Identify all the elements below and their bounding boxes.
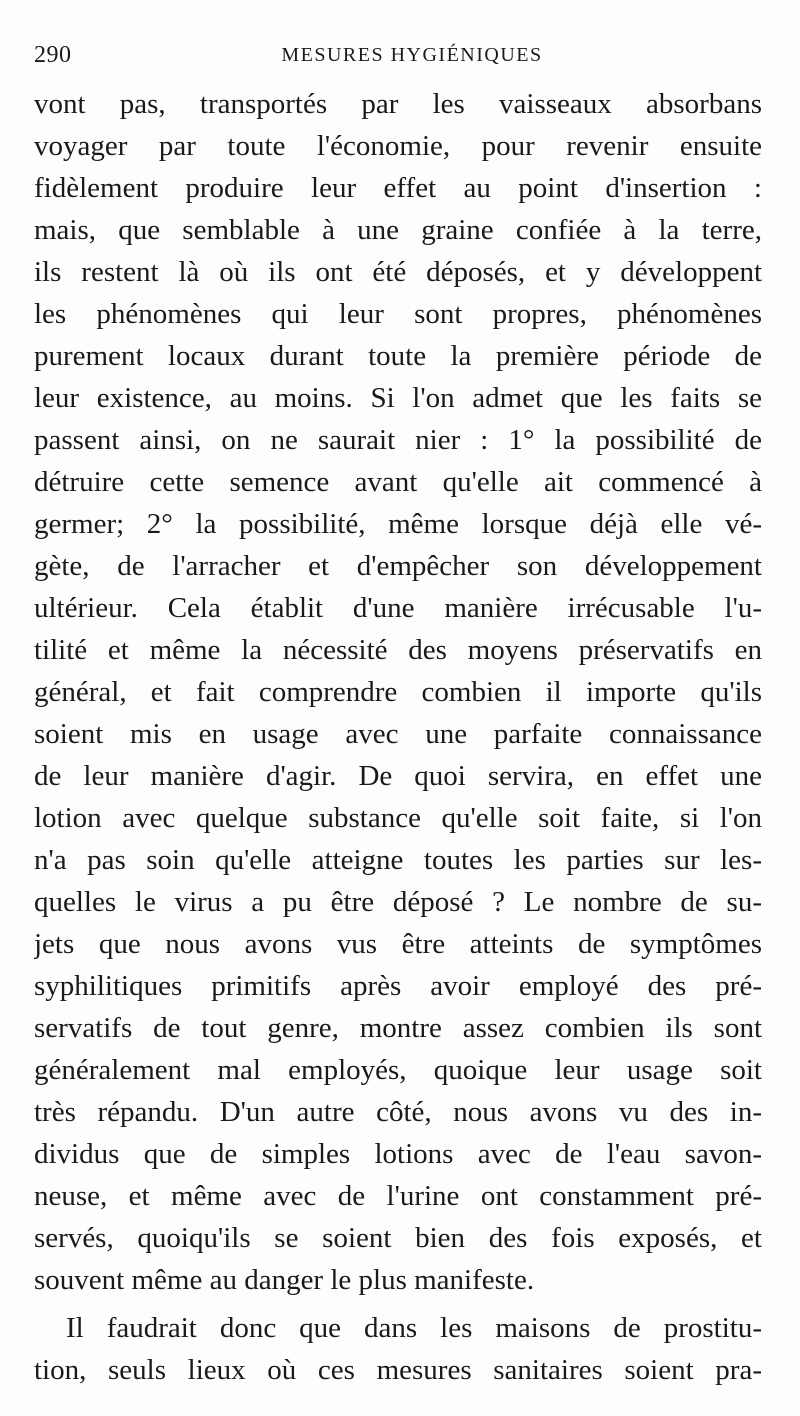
text-line: syphilitiques primitifs après avoir employé des pré- [34,970,762,1002]
text-line: quelles le virus a pu être déposé ? Le nombre de su- [34,886,762,918]
text-line: de leur manière d'agir. De quoi servira, en effet une [34,760,762,792]
text-line: ultérieur. Cela établit d'une manière irrécusable l'u- [34,592,762,624]
text-line: détruire cette semence avant qu'elle ait commencé à [34,466,762,498]
text-line: tilité et même la nécessité des moyens préservatifs en [34,634,762,666]
text-line: lotion avec quelque substance qu'elle soit faite, si l'on [34,802,762,834]
text-line: tion, seuls lieux où ces mesures sanitaires soient pra- [34,1354,762,1386]
text-line: les phénomènes qui leur sont propres, phénomènes [34,298,762,330]
text-line: généralement mal employés, quoique leur usage soit [34,1054,762,1086]
text-line: servatifs de tout genre, montre assez combien ils sont [34,1012,762,1044]
running-title: MESURES HYGIÉNIQUES [281,44,543,66]
text-line: n'a pas soin qu'elle atteigne toutes les parties sur les- [34,844,762,876]
text-line: gète, de l'arracher et d'empêcher son développement [34,550,762,582]
text-line: fidèlement produire leur effet au point d'insertion : [34,172,762,204]
text-line: passent ainsi, on ne saurait nier : 1° la possibilité de [34,424,762,456]
text-line: ils restent là où ils ont été déposés, et y développent [34,256,762,288]
text-line: leur existence, au moins. Si l'on admet que les faits se [34,382,762,414]
text-line: souvent même au danger le plus manifeste. [34,1264,535,1296]
running-head [34,42,754,74]
text-line: jets que nous avons vus être atteints de symptômes [34,928,762,960]
text-line: Il faudrait donc que dans les maisons de prostitu- [66,1312,762,1344]
text-line: servés, quoiqu'ils se soient bien des fois exposés, et [34,1222,762,1254]
text-line: mais, que semblable à une graine confiée à la terre, [34,214,762,246]
text-line: dividus que de simples lotions avec de l'eau savon- [34,1138,762,1170]
text-line: général, et fait comprendre combien il importe qu'ils [34,676,762,708]
page-number: 290 [34,42,72,68]
text-line: voyager par toute l'économie, pour revenir ensuite [34,130,762,162]
body-text [34,83,762,1391]
text-line: vont pas, transportés par les vaisseaux absorbans [34,88,762,120]
text-line: purement locaux durant toute la première période de [34,340,762,372]
text-line: germer; 2° la possibilité, même lorsque déjà elle vé- [34,508,762,540]
text-line: neuse, et même avec de l'urine ont constamment pré- [34,1180,762,1212]
text-line: très répandu. D'un autre côté, nous avons vu des in- [34,1096,762,1128]
text-line: soient mis en usage avec une parfaite connaissance [34,718,762,750]
